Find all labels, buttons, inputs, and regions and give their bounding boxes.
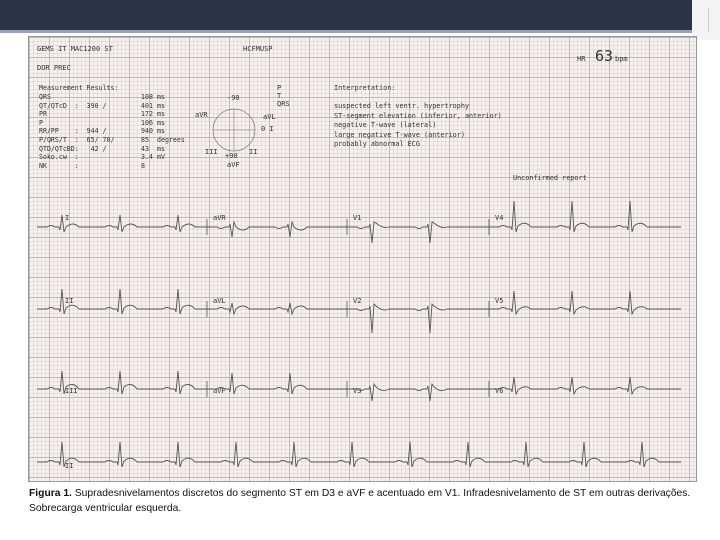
ecg-trace (347, 222, 489, 243)
interpretation-line: suspected left ventr. hypertrophy (334, 102, 470, 110)
axis-legend-qrs: QRS (277, 100, 290, 108)
measurement-unit: ms (157, 101, 165, 110)
measurement-label: PR (39, 110, 47, 119)
interpretation-line: ST-segment elevation (inferior, anterior) (334, 111, 502, 120)
axis-ii: II (249, 148, 258, 156)
lead-label-r1-3: V1 (353, 214, 362, 222)
ecg-trace (207, 222, 347, 237)
axis-plus90: +90 (225, 152, 238, 160)
measurement-value: 8 (141, 161, 145, 170)
interpretation-line: large negative T-wave (anterior) (334, 130, 465, 139)
figure-caption (29, 486, 691, 516)
lead-label-r2-2: aVL (213, 297, 226, 305)
measurement-value: 401 (141, 101, 153, 110)
interpretation-title: Interpretation: (334, 84, 396, 92)
measurement-unit: ms (157, 110, 165, 119)
lead-label-r2-1: II (65, 297, 74, 305)
measurement-unit: degrees (157, 136, 185, 144)
axis-avr: aVR (195, 111, 208, 119)
lead-label-r3-1: III (65, 387, 78, 395)
ecg-trace (37, 215, 207, 232)
interpretation-line: probably abnormal ECG (334, 140, 420, 148)
lead-label-r1-2: aVR (213, 214, 226, 222)
slide-title-bar (0, 0, 692, 30)
measurement-label: P (39, 118, 43, 127)
ecg-trace (207, 303, 347, 314)
hr-unit: bpm (615, 55, 628, 63)
interpretation-line: negative T-wave (lateral) (334, 121, 437, 129)
ecg-trace (37, 289, 207, 314)
axis-legend-t: T (277, 92, 282, 100)
unconfirmed-report: Unconfirmed report (513, 174, 587, 182)
ecg-trace (489, 201, 681, 232)
slide-title-bar-edge (0, 30, 692, 33)
caption-text: Supradesnivelamentos discretos do segmento ST em D3 e aVF e acentuado em V1. Infradesnivelamento de ST em outras derivações. Sobrecarga ventricular esquerda. (29, 488, 691, 514)
lead-label-r1-4: V4 (495, 214, 504, 222)
measurement-value: 108 (141, 93, 153, 101)
lead-label-r1-1: I (65, 214, 70, 222)
lead-label-r2-4: V5 (495, 297, 504, 305)
caption-label: Figura 1. (29, 488, 72, 499)
measurement-value: 85 (141, 136, 149, 144)
measurement-label: NK : (39, 161, 79, 170)
measurement-label: P/QRS/T : 65/ 70/ (39, 136, 115, 144)
axis-avf: aVF (227, 161, 240, 169)
axis-zero: 0 I (261, 125, 274, 133)
measurement-unit: ms (157, 118, 165, 127)
ecg-trace (207, 373, 347, 394)
lead-label-r2-3: V2 (353, 297, 362, 305)
ecg-trace (489, 291, 681, 314)
axis-iii: III (205, 148, 218, 156)
measurement-value: 172 (141, 110, 153, 119)
measurement-label: Soko.cw : (39, 153, 79, 162)
axis-legend-p: P (277, 84, 282, 92)
patient-label: DOR PREC (37, 64, 71, 72)
axis-avl: aVL (263, 113, 276, 121)
lead-label-r3-3: V3 (353, 387, 362, 395)
ecg-waveforms (29, 37, 696, 481)
slide-corner-decoration (692, 0, 720, 40)
ecg-trace (347, 304, 489, 333)
hr-label: HR (577, 55, 586, 63)
ecg-trace (37, 371, 207, 394)
measurement-unit: ms (157, 144, 165, 153)
device-label: GEMS IT MAC1200 ST (37, 45, 113, 53)
lead-label-r3-2: aVF (213, 387, 226, 395)
measurement-unit: mV (157, 153, 165, 162)
measurement-label: RR/PP : 944 / (39, 127, 107, 136)
ecg-trace (347, 384, 489, 401)
measurement-label: QRS (39, 93, 51, 101)
lead-label-r4-1: II (65, 462, 74, 470)
ecg-trace (37, 442, 681, 467)
lead-label-r3-4: V6 (495, 387, 504, 395)
hr-value: 63 (595, 47, 614, 65)
measurement-unit: ms (157, 127, 165, 136)
ecg-lead-traces (37, 201, 681, 467)
ecg-trace (489, 377, 681, 394)
measurement-value: 43 (141, 144, 149, 153)
measurement-label: QT/QTcD : 390 / (39, 101, 107, 110)
axis-minus90: -90 (227, 94, 240, 102)
measurement-label: QTD/QTcBD: 42 / (39, 144, 107, 153)
measurement-value: 3.4 (141, 153, 153, 162)
measurement-value: 940 (141, 127, 153, 136)
ecg-tracing (28, 36, 697, 482)
measurement-unit: ms (157, 93, 165, 101)
measurements-title: Measurement Results: (39, 84, 119, 92)
institution-label: HCFMUSP (243, 45, 273, 53)
measurement-value: 106 (141, 118, 153, 127)
